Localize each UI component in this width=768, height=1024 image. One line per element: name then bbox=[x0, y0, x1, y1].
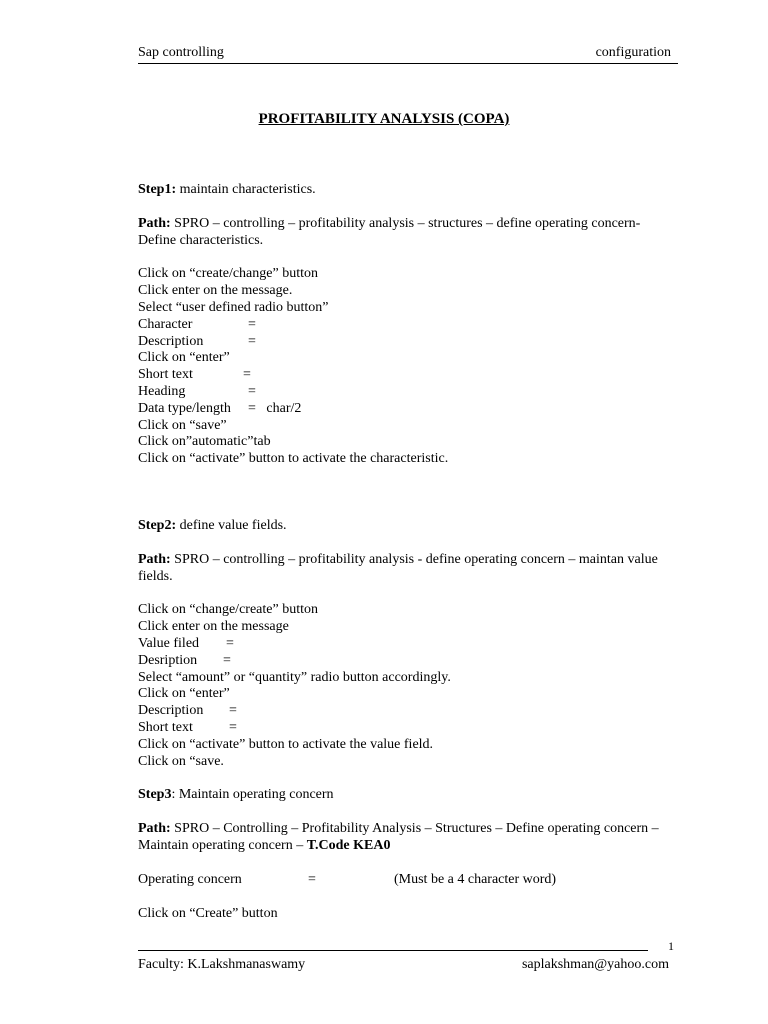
field-value: = bbox=[229, 719, 237, 735]
step3-heading bbox=[138, 787, 678, 804]
step2-heading bbox=[138, 518, 678, 535]
step2-line: Click on “save. bbox=[138, 753, 224, 769]
step2-field-row bbox=[138, 703, 678, 720]
field-name: Short text bbox=[138, 719, 193, 735]
footer-faculty: Faculty: K.Lakshmanaswamy bbox=[138, 957, 306, 972]
operating-concern-label: Operating concern bbox=[138, 871, 242, 887]
step1-field-row bbox=[138, 334, 678, 351]
step1-line: Click on”automatic”tab bbox=[138, 434, 271, 450]
operating-concern-row bbox=[138, 872, 678, 889]
document-body bbox=[138, 182, 678, 922]
page-number: 1 bbox=[668, 939, 674, 953]
step2-field-row bbox=[138, 653, 678, 670]
step1-path bbox=[138, 216, 678, 250]
step1-path-label: Path: bbox=[138, 215, 171, 231]
field-value: = bbox=[243, 367, 251, 383]
step1-line: Click on “activate” button to activate the characteristic. bbox=[138, 451, 449, 467]
step3-create: Click on “Create” button bbox=[138, 905, 278, 921]
step2-line: Click on “activate” button to activate the value field. bbox=[138, 736, 434, 752]
tcode: T.Code KEA0 bbox=[306, 837, 391, 853]
step1-line: Select “user defined radio button” bbox=[138, 299, 329, 315]
step1-line: Click on “create/change” button bbox=[138, 266, 318, 282]
step1-field-row bbox=[138, 401, 678, 418]
field-value: = bbox=[248, 316, 256, 332]
step3-label: Step3 bbox=[138, 787, 172, 803]
step3-path-label: Path: bbox=[138, 821, 171, 837]
step1-path-text: SPRO – controlling – profitability analysis – structures – define operating concern- Define characteristics. bbox=[138, 215, 641, 248]
operating-concern-eq: = bbox=[308, 871, 316, 887]
field-value: = char/2 bbox=[248, 400, 302, 416]
step1-line: Click enter on the message. bbox=[138, 283, 293, 299]
field-name: Desription bbox=[138, 652, 198, 668]
step2-field-row bbox=[138, 636, 678, 653]
step1-field-row bbox=[138, 367, 678, 384]
step1-enter: Click on “enter” bbox=[138, 350, 230, 366]
field-name: Short text bbox=[138, 367, 193, 383]
step1-field-row bbox=[138, 384, 678, 401]
field-value: = bbox=[226, 635, 234, 651]
field-name: Description bbox=[138, 333, 204, 349]
step1-text: maintain characteristics. bbox=[176, 182, 316, 197]
footer-rule bbox=[138, 950, 648, 951]
step1-label: Step1: bbox=[138, 182, 177, 197]
field-name: Character bbox=[138, 316, 193, 332]
field-value: = bbox=[248, 383, 256, 399]
page-title: PROFITABILITY ANALYSIS (COPA) bbox=[258, 111, 510, 127]
step2-label: Step2: bbox=[138, 517, 177, 533]
field-name: Data type/length bbox=[138, 400, 231, 416]
step2-text: define value fields. bbox=[176, 517, 287, 533]
field-value: = bbox=[229, 703, 237, 719]
field-name: Value filed bbox=[138, 635, 200, 651]
step2-path-label: Path: bbox=[138, 551, 171, 567]
step2-field-row bbox=[138, 720, 678, 737]
header-right: configuration bbox=[595, 45, 671, 60]
field-value: = bbox=[223, 652, 231, 668]
step3-path bbox=[138, 821, 678, 855]
operating-concern-note: (Must be a 4 character word) bbox=[394, 871, 557, 887]
step1-heading bbox=[138, 182, 678, 199]
step3-text: : Maintain operating concern bbox=[171, 787, 334, 803]
footer-email: saplakshman@yahoo.com bbox=[521, 957, 669, 972]
step3-path-text: SPRO – Controlling – Profitability Analysis – Structures – Define operating concern – Maintain operating concern – bbox=[138, 821, 659, 853]
step2-path-text: SPRO – controlling – profitability analysis - define operating concern – maintan value fields. bbox=[138, 551, 658, 584]
header-rule bbox=[138, 63, 678, 64]
field-name: Description bbox=[138, 703, 204, 719]
field-name: Heading bbox=[138, 383, 186, 399]
step2-select: Select “amount” or “quantity” radio button accordingly. bbox=[138, 669, 451, 685]
header-left: Sap controlling bbox=[138, 45, 224, 60]
step1-field-row bbox=[138, 317, 678, 334]
step2-line: Click on “change/create” button bbox=[138, 602, 318, 618]
step1-line: Click on “save” bbox=[138, 417, 227, 433]
field-value: = bbox=[248, 333, 256, 349]
step2-path bbox=[138, 552, 678, 586]
step2-line: Click enter on the message bbox=[138, 619, 289, 635]
step2-enter: Click on “enter” bbox=[138, 686, 230, 702]
